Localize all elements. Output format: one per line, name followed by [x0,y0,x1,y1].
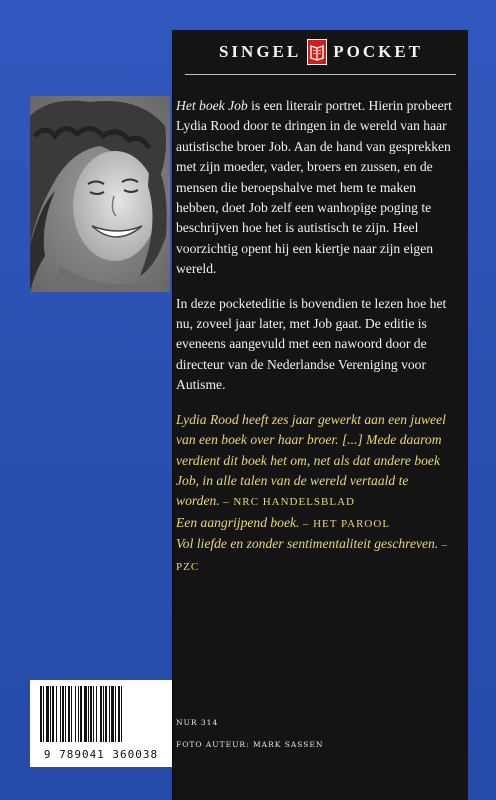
review-1-source: – NRC HANDELSBLAD [223,496,355,509]
review-3-source: – PZC [176,539,449,573]
brand-left: SINGEL [218,42,302,61]
review-1-text: Lydia Rood heeft zes jaar gewerkt aan een juweel van een boek over haar broer. [...] Mede daarom verdient dit boek het om, net als dat andere boek Job, in alle talen van de wereld vertaald te worden. [176,411,446,509]
book-title: Het boek Job [176,98,248,113]
nur-code: NUR 314 [176,718,219,727]
barcode [30,680,172,767]
author-photo [30,96,170,292]
description-paragraph-1 [176,96,452,280]
photo-credit: FOTO AUTEUR: MARK SASSEN [176,740,324,749]
description-text: is een literair portret. Hierin probeert Lydia Rood door te dringen in de wereld van haar autistische broer Job. Aan de hand van gesprekken met zijn moeder, vader, broers en zussen, en de mensen die beroepshalve met hem te maken hebben, doet Job zelf een wanhopige poging te beschrijven hoe het is autistisch te zijn. Heel voorzichtig opent hij een kiertje naar zijn eigen wereld. [176,98,452,277]
footer-info [176,718,452,762]
brand-right: POCKET [333,42,424,61]
review-2-text: Een aangrijpend boek. [176,514,300,530]
isbn-number: 9 789041 360038 [43,748,159,761]
publisher-header [173,30,469,74]
barcode-bars-icon [30,680,172,750]
review-2-source: – HET PAROOL [302,517,391,530]
review-3-text: Vol liefde en zonder sentimentaliteit geschreven. [176,536,439,552]
publisher-logo-icon [307,39,327,65]
description-paragraph-2: In deze pocketeditie is bovendien te lezen hoe het nu, zoveel jaar later, met Job gaat. De editie is eveneens aangevuld met een nawoord door de directeur van de Nederlandse Vereniging voor Autisme. [176,295,447,393]
description-block [176,96,452,577]
header-divider [185,74,456,75]
review-quote [176,410,452,577]
